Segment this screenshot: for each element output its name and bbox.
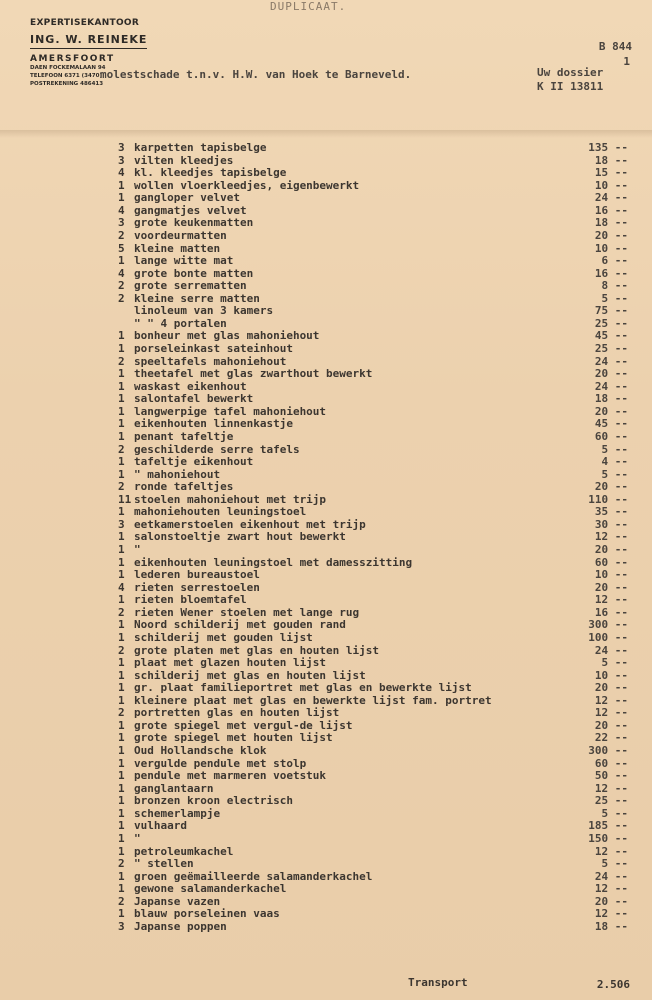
item-amount: 60 -- (594, 429, 628, 443)
item-amount: 10 -- (594, 241, 628, 255)
list-item (118, 632, 638, 645)
item-quantity: 2 (118, 442, 125, 456)
list-item (118, 343, 638, 356)
item-description: vergulde pendule met stolp (134, 756, 307, 770)
item-description: speeltafels mahoniehout (134, 354, 287, 368)
item-quantity: 1 (118, 731, 125, 745)
item-quantity: 1 (118, 455, 125, 469)
item-amount: 18 -- (594, 153, 628, 167)
item-description: gangmatjes velvet (134, 203, 247, 217)
transport-total: 2.506 (596, 978, 630, 991)
list-item (118, 192, 638, 205)
item-description: kleine serre matten (134, 291, 260, 305)
list-item (118, 858, 638, 871)
item-quantity: 1 (118, 756, 125, 770)
item-description: langwerpige tafel mahoniehout (134, 404, 327, 418)
list-item (118, 544, 638, 557)
item-amount: 10 -- (594, 178, 628, 192)
item-amount: 20 -- (594, 228, 628, 242)
item-description: groen geëmailleerde salamanderkachel (134, 869, 373, 883)
item-amount: 24 -- (594, 869, 628, 883)
item-description: lederen bureaustoel (134, 568, 260, 582)
item-description: blauw porseleinen vaas (134, 907, 280, 921)
list-item (118, 682, 638, 695)
item-description: " (134, 831, 141, 845)
item-quantity: 1 (118, 794, 125, 808)
item-quantity: 1 (118, 329, 125, 343)
item-description: Oud Hollandsche klok (134, 744, 267, 757)
item-description: portretten glas en houten lijst (134, 706, 340, 720)
item-description: kl. kleedjes tapisbelge (134, 166, 287, 180)
letterhead-phone: TELEFOON 6371 (3470) (30, 73, 102, 79)
item-amount: 20 -- (594, 404, 628, 418)
item-quantity: 1 (118, 718, 125, 732)
item-amount: 18 -- (594, 392, 628, 406)
item-amount: 5 -- (601, 656, 628, 670)
item-quantity: 2 (118, 643, 125, 657)
item-quantity: 2 (118, 605, 125, 619)
letterhead-city: AMERSFOORT (30, 54, 115, 64)
item-quantity: 1 (118, 379, 125, 393)
item-amount: 24 -- (594, 379, 628, 393)
item-amount: 150 -- (588, 831, 628, 845)
item-amount: 50 -- (594, 769, 628, 783)
list-item (118, 255, 638, 268)
item-amount: 5 -- (601, 291, 628, 305)
item-amount: 5 -- (601, 467, 628, 481)
item-description: vilten kleedjes (134, 153, 234, 167)
item-quantity: 2 (118, 354, 125, 368)
item-quantity: 1 (118, 630, 125, 644)
item-amount: 24 -- (594, 643, 628, 657)
item-quantity: 1 (118, 191, 125, 205)
item-quantity: 1 (118, 593, 125, 607)
list-item (118, 230, 638, 243)
list-item (118, 142, 638, 155)
item-description: waskast eikenhout (134, 379, 247, 393)
item-description: " stellen (134, 857, 194, 871)
item-amount: 25 -- (594, 316, 628, 330)
reference-number: B 844 (598, 40, 632, 53)
item-quantity: 1 (118, 806, 125, 820)
list-item (118, 833, 638, 846)
item-description: lange witte mat (134, 254, 234, 268)
item-quantity: 1 (118, 693, 125, 707)
item-quantity: 3 (118, 141, 125, 154)
item-quantity: 2 (118, 706, 125, 720)
item-quantity: 1 (118, 907, 125, 921)
item-quantity: 1 (118, 254, 125, 268)
item-quantity: 2 (118, 857, 125, 871)
item-quantity: 1 (118, 543, 125, 556)
list-item (118, 481, 638, 494)
item-amount: 135 -- (588, 141, 628, 154)
item-description: gewone salamanderkachel (134, 882, 287, 896)
item-description: porseleinkast sateinhout (134, 342, 293, 355)
item-amount: 45 -- (594, 329, 628, 343)
item-description: eikenhouten leuningstoel met damesszitting (134, 555, 413, 569)
item-amount: 12 -- (594, 781, 628, 795)
item-amount: 6 -- (601, 254, 628, 268)
item-description: pendule met marmeren voetstuk (134, 769, 327, 783)
item-quantity: 1 (118, 467, 125, 481)
list-item (118, 368, 638, 381)
item-amount: 4 -- (601, 455, 628, 469)
item-amount: 5 -- (601, 442, 628, 456)
item-description: schilderij met glas en houten lijst (134, 668, 366, 682)
list-item (118, 506, 638, 519)
list-item (118, 456, 638, 469)
item-description: tafeltje eikenhout (134, 455, 254, 469)
list-item (118, 167, 638, 180)
item-quantity: 1 (118, 668, 125, 682)
item-description: grote serrematten (134, 279, 247, 293)
paper-fold (0, 130, 652, 138)
list-item (118, 908, 638, 921)
item-quantity: 1 (118, 819, 125, 833)
list-item (118, 569, 638, 582)
item-quantity: 1 (118, 392, 125, 406)
item-quantity: 2 (118, 480, 125, 494)
item-description: voordeurmatten (134, 228, 227, 242)
item-quantity: 1 (118, 869, 125, 883)
dossier-code: K II 13811 (537, 80, 604, 93)
item-amount: 100 -- (588, 630, 628, 644)
item-amount: 12 -- (594, 706, 628, 720)
item-amount: 20 -- (594, 367, 628, 381)
item-amount: 18 -- (594, 919, 628, 933)
letterhead-name: ING. W. REINEKE (30, 33, 147, 49)
item-amount: 60 -- (594, 555, 628, 569)
item-quantity: 1 (118, 618, 125, 632)
list-item (118, 594, 638, 607)
subject-line: molestschade t.n.v. H.W. van Hoek te Barneveld. (100, 68, 412, 81)
item-amount: 45 -- (594, 417, 628, 431)
item-description: schilderij met gouden lijst (134, 630, 313, 644)
item-amount: 15 -- (594, 166, 628, 180)
list-item (118, 820, 638, 833)
item-amount: 20 -- (594, 543, 628, 556)
item-amount: 20 -- (594, 580, 628, 594)
item-quantity: 2 (118, 228, 125, 242)
item-description: grote bonte matten (134, 266, 254, 280)
item-amount: 300 -- (588, 744, 628, 757)
item-amount: 10 -- (594, 668, 628, 682)
item-amount: 60 -- (594, 756, 628, 770)
item-amount: 24 -- (594, 354, 628, 368)
item-description: mahoniehouten leuningstoel (134, 505, 307, 519)
item-amount: 110 -- (588, 492, 628, 506)
item-quantity: 1 (118, 342, 125, 355)
item-quantity: 11 (118, 492, 132, 506)
item-amount: 12 -- (594, 693, 628, 707)
item-quantity: 1 (118, 178, 125, 192)
list-item (118, 393, 638, 406)
item-quantity: 1 (118, 404, 125, 418)
item-amount: 22 -- (594, 731, 628, 745)
list-item (118, 745, 638, 758)
list-item (118, 431, 638, 444)
item-amount: 12 -- (594, 907, 628, 921)
item-description: ganglantaarn (134, 781, 214, 795)
item-description: grote platen met glas en houten lijst (134, 643, 380, 657)
item-quantity: 1 (118, 429, 125, 443)
item-description: Noord schilderij met gouden rand (134, 618, 346, 632)
item-quantity: 1 (118, 656, 125, 670)
item-description: theetafel met glas zwarthout bewerkt (134, 367, 373, 381)
item-amount: 16 -- (594, 266, 628, 280)
item-quantity: 1 (118, 844, 125, 858)
item-quantity: 3 (118, 517, 125, 531)
letterhead-firm: EXPERTISEKANTOOR (30, 18, 140, 28)
item-amount: 25 -- (594, 342, 628, 355)
item-quantity: 1 (118, 505, 125, 519)
item-description: karpetten tapisbelge (134, 141, 267, 154)
item-quantity: 1 (118, 882, 125, 896)
item-description: " (134, 543, 141, 556)
item-description: kleine matten (134, 241, 221, 255)
item-amount: 25 -- (594, 794, 628, 808)
item-quantity: 3 (118, 919, 125, 933)
item-description: linoleum van 3 kamers (134, 304, 274, 318)
top-strip-text: DUPLICAAT. (270, 0, 347, 13)
item-amount: 12 -- (594, 882, 628, 896)
item-amount: 8 -- (601, 279, 628, 293)
item-description: " mahoniehout (134, 467, 221, 481)
item-quantity: 3 (118, 153, 125, 167)
item-amount: 5 -- (601, 857, 628, 871)
item-description: grote spiegel met houten lijst (134, 731, 333, 745)
item-description: vulhaard (134, 819, 187, 833)
item-amount: 35 -- (594, 505, 628, 519)
item-quantity: 1 (118, 417, 125, 431)
item-quantity: 2 (118, 291, 125, 305)
item-amount: 18 -- (594, 216, 628, 230)
item-amount: 300 -- (588, 618, 628, 632)
dossier-block (537, 66, 603, 94)
item-description: rieten serrestoelen (134, 580, 260, 594)
item-amount: 20 -- (594, 681, 628, 695)
item-amount: 24 -- (594, 191, 628, 205)
list-item (118, 707, 638, 720)
item-description: kleinere plaat met glas en bewerkte lijst fam. portret (134, 693, 492, 707)
item-quantity: 1 (118, 681, 125, 695)
item-quantity: 2 (118, 279, 125, 293)
item-amount: 20 -- (594, 480, 628, 494)
list-item (118, 770, 638, 783)
item-amount: 185 -- (588, 819, 628, 833)
item-description: gr. plaat familieportret met glas en bewerkte lijst (134, 681, 472, 695)
reference-sub: 1 (623, 55, 630, 68)
item-quantity: 5 (118, 241, 125, 255)
item-description: " " 4 portalen (134, 316, 227, 330)
item-quantity: 3 (118, 216, 125, 230)
item-description: rieten bloemtafel (134, 593, 247, 607)
item-description: Japanse vazen (134, 894, 221, 908)
list-item (118, 531, 638, 544)
item-quantity: 1 (118, 568, 125, 582)
item-amount: 12 -- (594, 844, 628, 858)
item-description: plaat met glazen houten lijst (134, 656, 327, 670)
item-description: petroleumkachel (134, 844, 234, 858)
item-amount: 10 -- (594, 568, 628, 582)
item-quantity: 1 (118, 530, 125, 544)
item-description: schemerlampje (134, 806, 221, 820)
item-amount: 5 -- (601, 806, 628, 820)
item-description: gangloper velvet (134, 191, 240, 205)
item-quantity: 1 (118, 831, 125, 845)
item-description: ronde tafeltjes (134, 480, 234, 494)
item-quantity: 1 (118, 367, 125, 381)
item-quantity: 4 (118, 580, 125, 594)
item-amount: 20 -- (594, 894, 628, 908)
item-amount: 12 -- (594, 593, 628, 607)
list-item (118, 846, 638, 859)
list-item (118, 795, 638, 808)
list-item (118, 808, 638, 821)
item-quantity: 4 (118, 203, 125, 217)
letterhead-address: DAEN FOCKEMALAAN 94 (30, 65, 106, 71)
list-item (118, 883, 638, 896)
inventory-list (118, 142, 638, 933)
item-amount: 30 -- (594, 517, 628, 531)
item-amount: 20 -- (594, 718, 628, 732)
item-quantity: 4 (118, 266, 125, 280)
item-description: bonheur met glas mahoniehout (134, 329, 320, 343)
item-description: Japanse poppen (134, 919, 227, 933)
item-description: rieten Wener stoelen met lange rug (134, 605, 360, 619)
item-quantity: 1 (118, 769, 125, 783)
item-description: grote keukenmatten (134, 216, 254, 230)
item-quantity: 2 (118, 894, 125, 908)
item-description: eikenhouten linnenkastje (134, 417, 293, 431)
item-description: eetkamerstoelen eikenhout met trijp (134, 517, 366, 531)
item-description: geschilderde serre tafels (134, 442, 300, 456)
letterhead-postal: POSTREKENING 486413 (30, 81, 104, 87)
list-item (118, 305, 638, 318)
item-amount: 12 -- (594, 530, 628, 544)
item-quantity: 1 (118, 555, 125, 569)
item-description: grote spiegel met vergul-de lijst (134, 718, 353, 732)
transport-label: Transport (408, 976, 468, 989)
list-item (118, 921, 638, 934)
item-quantity: 1 (118, 781, 125, 795)
item-description: wollen vloerkleedjes, eigenbewerkt (134, 178, 360, 192)
list-item (118, 280, 638, 293)
item-description: penant tafeltje (134, 429, 234, 443)
dossier-label: Uw dossier (537, 66, 604, 79)
list-item (118, 657, 638, 670)
item-amount: 16 -- (594, 605, 628, 619)
item-description: salontafel bewerkt (134, 392, 254, 406)
item-amount: 75 -- (594, 304, 628, 318)
item-quantity: 1 (118, 744, 125, 757)
item-description: salonstoeltje zwart hout bewerkt (134, 530, 346, 544)
item-description: stoelen mahoniehout met trijp (134, 492, 327, 506)
item-description: bronzen kroon electrisch (134, 794, 293, 808)
item-amount: 16 -- (594, 203, 628, 217)
item-quantity: 4 (118, 166, 125, 180)
